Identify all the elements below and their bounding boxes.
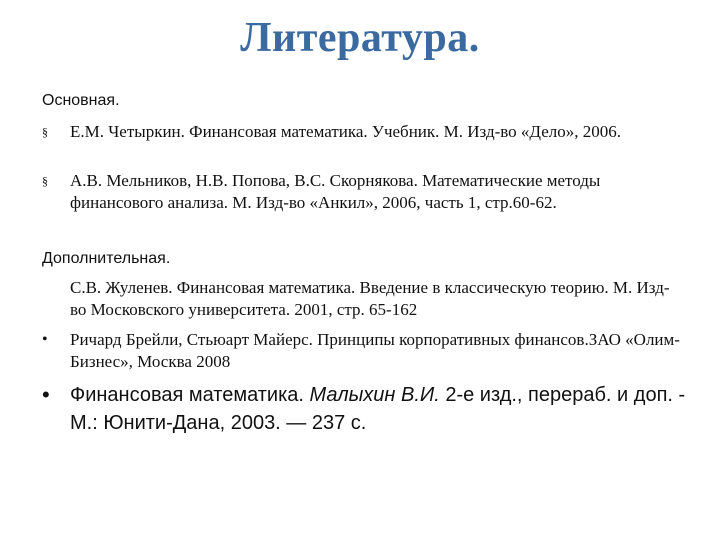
list-item <box>42 381 692 437</box>
list-item <box>42 329 682 373</box>
list-item-text: С.В. Жуленев. Финансовая математика. Введение в классическую теорию. М. Изд-во Московского университета. 2001, стр. 65-162 <box>70 278 670 319</box>
list-item <box>42 121 682 143</box>
primary-section-label: Основная. <box>42 92 120 109</box>
book-title-text: Финансовая математика. <box>70 384 310 406</box>
square-bullet-icon: § <box>42 174 48 188</box>
list-item-text <box>70 381 692 437</box>
list-item <box>42 277 682 321</box>
bullet-icon: • <box>42 331 48 348</box>
slide-title: Литература. <box>240 15 480 61</box>
list-item-text: А.В. Мельников, Н.В. Попова, В.С. Скорнякова. Математические методы финансового анализа. М. Изд-во «Анкил», 2006, часть 1, стр.60-62. <box>70 171 601 212</box>
list-item-text: Е.М. Четыркин. Финансовая математика. Учебник. М. Изд-во «Дело», 2006. <box>70 122 622 141</box>
list-item-text: Ричард Брейли, Стьюарт Майерс. Принципы корпоративных финансов.ЗАО «Олим-Бизнес», Москва 2008 <box>70 330 680 371</box>
square-bullet-icon: § <box>42 125 48 139</box>
list-item <box>42 170 682 214</box>
author-text: Малыхин В.И. <box>309 384 440 406</box>
additional-section-label: Дополнительная. <box>42 250 171 267</box>
bullet-icon: • <box>42 382 50 407</box>
publication-text: 2-е изд., перераб. и доп. - М.: Юнити-Дана, 2003. — 237 с. <box>70 384 686 434</box>
